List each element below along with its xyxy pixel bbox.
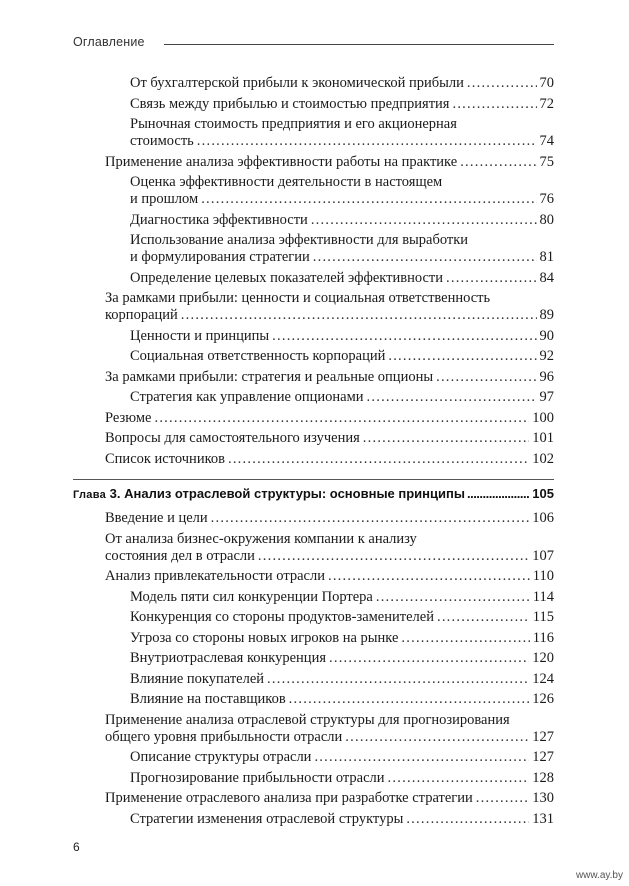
toc-page-number: 110 <box>532 568 554 584</box>
toc-entry-row <box>105 729 554 746</box>
leader-dots <box>363 430 529 447</box>
leader-dots <box>436 369 536 386</box>
leader-dots <box>467 486 530 501</box>
toc-entry-title: Диагностика эффективности <box>130 211 308 228</box>
toc-entry <box>130 116 554 150</box>
chapter-title: 3. Анализ отраслевой структуры: основные принципы <box>109 486 465 501</box>
toc-entry <box>105 510 554 527</box>
toc-entry <box>130 691 554 708</box>
leader-dots <box>154 410 529 427</box>
toc-entry-title-line: Применение анализа отраслевой структуры для прогнозирования <box>105 711 510 728</box>
toc-entry-row <box>130 191 554 208</box>
toc-entry-title: Стратегия как управление опционами <box>130 389 364 405</box>
toc-page-number: 89 <box>539 307 554 323</box>
toc-entry-title: Внутриотраслевая конкуренция <box>130 650 326 666</box>
toc-page-number: 127 <box>532 749 554 765</box>
toc-entry <box>130 232 554 266</box>
toc-page-number: 70 <box>539 75 554 91</box>
toc-page-number: 128 <box>532 769 554 786</box>
toc-entry-title: Описание структуры отрасли <box>130 749 312 765</box>
toc-page-number: 131 <box>532 810 554 827</box>
toc-entry-row <box>130 609 554 626</box>
toc-page-number: 84 <box>539 269 554 286</box>
chapter-divider <box>73 479 554 480</box>
toc-entry-row <box>105 430 554 447</box>
toc-entry-title: общего уровня прибыльности отрасли <box>105 728 343 745</box>
toc-entry <box>105 790 554 807</box>
toc-entry-title: За рамками прибыли: стратегия и реальные опционы <box>105 368 434 385</box>
toc-page-number: 90 <box>539 327 554 344</box>
toc-page-number: 81 <box>539 249 554 265</box>
toc-page-number: 107 <box>532 547 554 564</box>
toc-page-number: 126 <box>532 691 554 707</box>
toc-entry-title: Влияние покупателей <box>130 670 265 687</box>
header-rule <box>164 44 554 45</box>
toc-entry-title: Список источников <box>105 450 225 467</box>
leader-dots <box>376 589 530 606</box>
toc-entry-title: Влияние на поставщиков <box>130 691 286 707</box>
toc-page-number: 92 <box>539 348 554 364</box>
toc-entry <box>130 589 554 606</box>
leader-dots <box>258 548 529 565</box>
toc-entry-title: Применение отраслевого анализа при разработке стратегии <box>105 790 473 806</box>
toc-entry <box>105 531 554 565</box>
toc-entry-title: Резюме <box>105 409 152 426</box>
toc-entry <box>130 770 554 787</box>
leader-dots <box>367 389 537 406</box>
toc-entry-title: Социальная ответственность корпораций <box>130 348 386 364</box>
toc-entry-row <box>130 249 554 266</box>
toc-entry-row <box>105 568 554 585</box>
toc-entry <box>105 410 554 427</box>
toc-entry-title: Модель пяти сил конкуренции Портера <box>130 588 373 605</box>
leader-dots <box>401 630 529 647</box>
toc-entry <box>130 811 554 828</box>
running-header-title: Оглавление <box>73 35 145 49</box>
leader-dots <box>388 348 536 365</box>
leader-dots <box>289 691 530 708</box>
toc-entry-title-line: Рыночная стоимость предприятия и его акционерная <box>130 116 457 132</box>
toc-entry-row <box>105 410 554 427</box>
toc-page-number: 80 <box>539 211 554 228</box>
toc-entry <box>105 451 554 468</box>
toc-entry <box>130 348 554 365</box>
leader-dots <box>406 811 529 828</box>
toc-entry <box>130 671 554 688</box>
toc-page-number: 114 <box>532 588 554 605</box>
toc-page-number: 116 <box>532 629 554 646</box>
toc-page-number: 124 <box>532 670 554 687</box>
toc-entry-row <box>130 630 554 647</box>
leader-dots <box>329 650 529 667</box>
toc-entry-row <box>105 369 554 386</box>
toc-entry-row <box>130 212 554 229</box>
toc-page-number: 76 <box>539 191 554 207</box>
toc-entry-title: Определение целевых показателей эффективности <box>130 269 443 286</box>
toc-entry-row <box>130 691 554 708</box>
toc-entry-row <box>130 348 554 365</box>
toc-page-number: 106 <box>532 510 554 526</box>
leader-dots <box>345 729 529 746</box>
toc-entry-title-line: За рамками прибыли: ценности и социальная ответственность <box>105 290 491 306</box>
leader-dots <box>328 568 530 585</box>
leader-dots <box>201 191 536 208</box>
toc-entry-title: и прошлом <box>130 191 199 207</box>
leader-dots <box>181 307 537 324</box>
leader-dots <box>313 249 537 266</box>
toc-entry-row <box>130 270 554 287</box>
toc-entry-row <box>130 133 554 150</box>
toc-entry-title: состояния дел в отрасли <box>105 547 255 564</box>
toc-entry-row <box>105 548 554 565</box>
toc-entry-row <box>130 671 554 688</box>
toc-entry <box>130 96 554 113</box>
toc-entry-row <box>130 811 554 828</box>
leader-dots <box>314 749 529 766</box>
toc-entry-row <box>130 96 554 113</box>
toc-entry-title-line: Использование анализа эффективности для выработки <box>130 232 469 248</box>
toc-entry <box>130 75 554 92</box>
toc-entry <box>105 568 554 585</box>
toc-entry <box>105 154 554 171</box>
toc-entry-title: Прогнозирование прибыльности отрасли <box>130 769 385 786</box>
toc-page-number: 102 <box>532 450 554 467</box>
leader-dots <box>476 790 530 807</box>
toc-entry-title-line: Оценка эффективности деятельности в настоящем <box>130 174 443 190</box>
chapter-prefix: Глава <box>73 489 107 501</box>
toc-entry <box>130 609 554 626</box>
toc-entry-row <box>130 749 554 766</box>
toc-entry-title: стоимость <box>130 133 194 149</box>
toc-page-number: 72 <box>539 95 554 112</box>
toc-entry <box>130 174 554 208</box>
watermark: www.ay.by <box>575 870 623 881</box>
toc-entry-title: Введение и цели <box>105 510 208 526</box>
toc-page-number: 127 <box>532 728 554 745</box>
toc-page-number: 75 <box>539 153 554 170</box>
toc-page-number: 74 <box>539 133 554 149</box>
toc-entry <box>105 430 554 447</box>
toc-entry <box>130 749 554 766</box>
toc-entry <box>130 630 554 647</box>
toc-entry-row <box>130 650 554 667</box>
leader-dots <box>452 96 536 113</box>
toc-entry-title: и формулирования стратегии <box>130 249 310 265</box>
toc-page-number: 120 <box>532 650 554 666</box>
toc-entry <box>130 650 554 667</box>
page-number: 6 <box>73 840 80 854</box>
toc-page-number: 100 <box>532 409 554 426</box>
chapter-heading <box>73 486 554 501</box>
toc-entry-title: Связь между прибылью и стоимостью предприятия <box>130 95 450 112</box>
toc-entry <box>130 270 554 287</box>
toc-page-number: 97 <box>539 389 554 405</box>
leader-dots <box>211 510 530 527</box>
toc-entry <box>105 290 554 324</box>
toc-entry-title: Анализ привлекательности отрасли <box>105 568 325 584</box>
toc-entry-row <box>130 389 554 406</box>
toc-entry-row <box>105 154 554 171</box>
toc-entry-row <box>130 770 554 787</box>
toc-entry-row <box>105 307 554 324</box>
toc-entry <box>105 712 554 746</box>
toc-entry <box>105 369 554 386</box>
toc-entry-title: корпораций <box>105 307 178 323</box>
leader-dots <box>267 671 529 688</box>
leader-dots <box>467 75 537 92</box>
toc-entry-row <box>130 589 554 606</box>
leader-dots <box>272 328 536 345</box>
toc-entry-title: Ценности и принципы <box>130 327 270 344</box>
toc-entry-title: От бухгалтерской прибыли к экономической прибыли <box>130 75 464 91</box>
toc-entry-row <box>130 328 554 345</box>
leader-dots <box>446 270 537 287</box>
leader-dots <box>311 212 537 229</box>
toc-entry-title: Вопросы для самостоятельного изучения <box>105 430 360 446</box>
toc-entry-title: Конкуренция со стороны продуктов-заменителей <box>130 609 434 625</box>
leader-dots <box>460 154 536 171</box>
toc-entry-title: Применение анализа эффективности работы на практике <box>105 153 458 170</box>
leader-dots <box>388 770 530 787</box>
chapter-page-number: 105 <box>532 486 554 501</box>
toc-entry <box>130 212 554 229</box>
toc-entry-row <box>105 451 554 468</box>
toc-entry <box>130 389 554 406</box>
toc-page-number: 96 <box>539 368 554 385</box>
toc-entry-title-line: От анализа бизнес-окружения компании к анализу <box>105 530 417 547</box>
leader-dots <box>197 133 537 150</box>
toc-entry-title: Стратегии изменения отраслевой структуры <box>130 810 404 827</box>
toc-entry-row <box>105 510 554 527</box>
toc-page-number: 130 <box>532 790 554 806</box>
leader-dots <box>437 609 530 626</box>
toc-entry <box>130 328 554 345</box>
toc-entry-row <box>105 790 554 807</box>
toc-entry-title: Угроза со стороны новых игроков на рынке <box>130 629 399 646</box>
toc-page-number: 101 <box>532 430 554 446</box>
leader-dots <box>228 451 529 468</box>
toc-entry-row <box>130 75 554 92</box>
toc-page-number: 115 <box>532 609 554 625</box>
